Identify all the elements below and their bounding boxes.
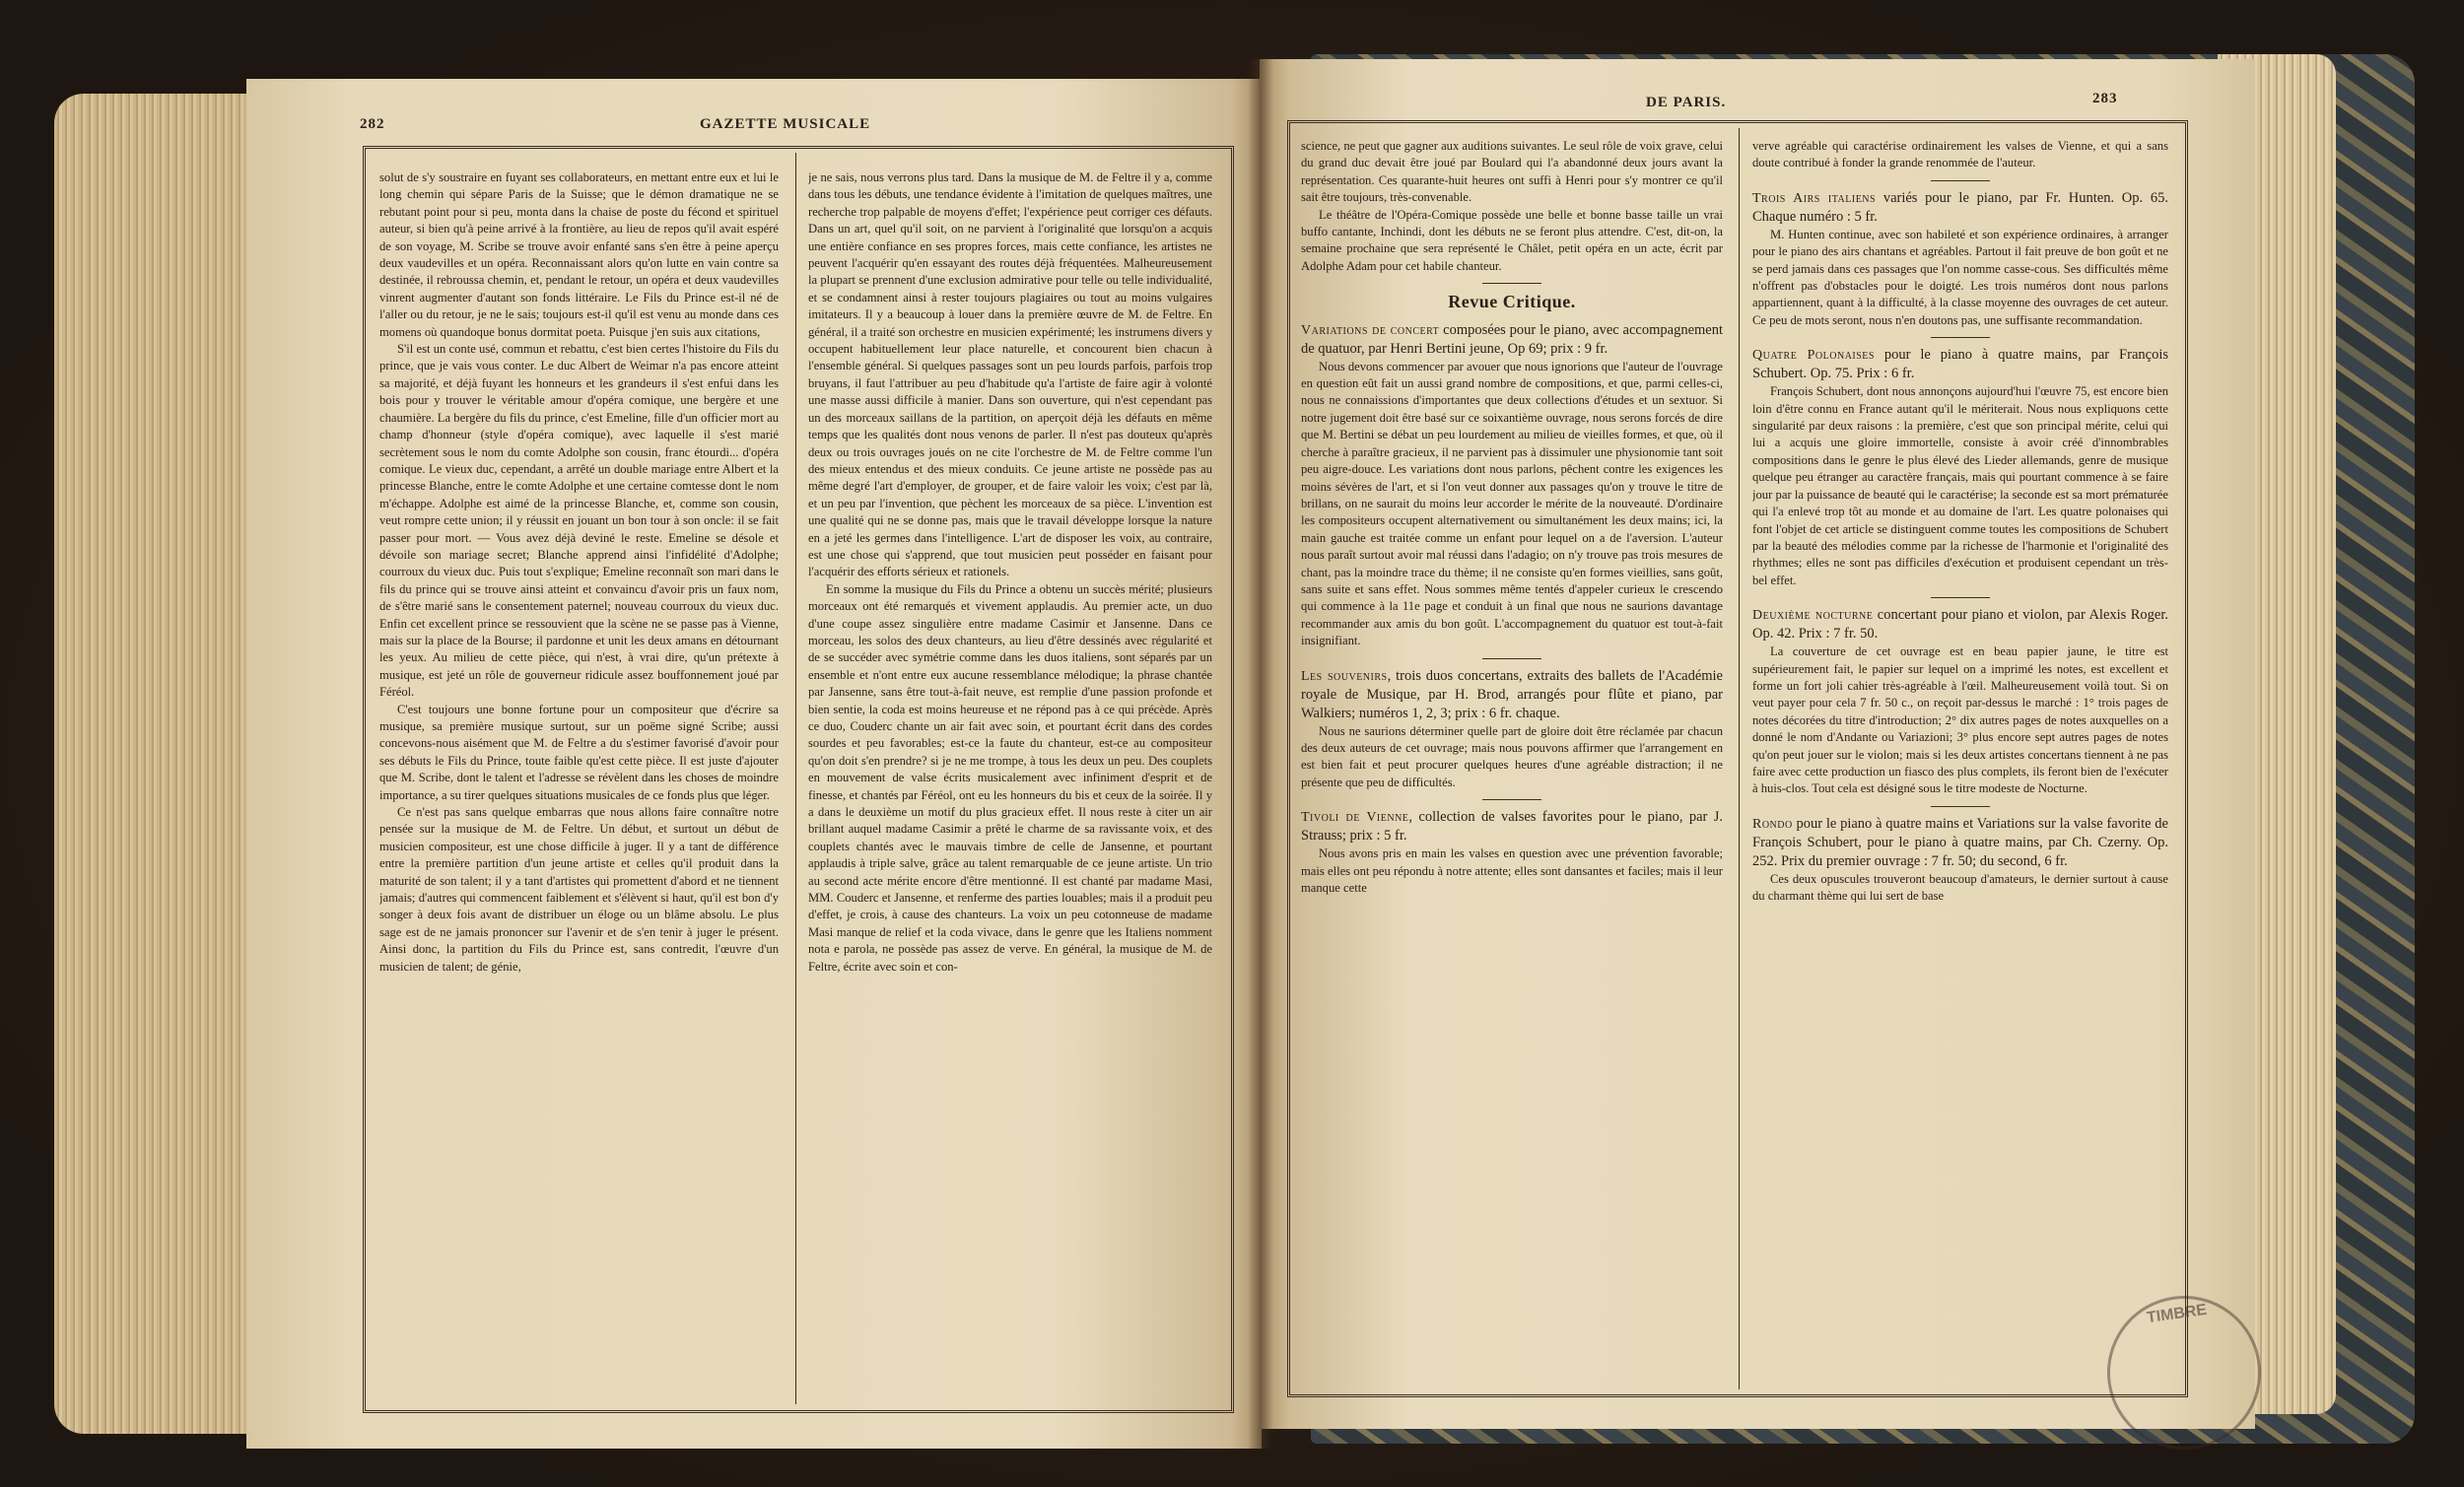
paragraph: Le théâtre de l'Opéra-Comique possède une belle et bonne basse taille un vrai buffo cantante, Inchindi, dont les débuts ne se feront plus attendre. C'est, dit-on, la semaine prochaine que sera représenté le Châlet, petit opéra en un acte, écrit par Adolphe Adam pour cet habile chanteur. — [1301, 207, 1723, 273]
entry-body: Nous devons commencer par avouer que nous ignorions que l'auteur de l'ouvrage en question eût fait un aussi grand nombre de compositions, et que, parmi celles-ci, nous ne connaissions d'importantes que deux collections d'études et un sextuor. Si notre jugement doit être basé sur ce soixantième ouvrage, nous serons forcés de dire que M. Bertini se débat un peu lourdement au milieu de vieilles formes, et que, où il cherche à paraître gracieux, il ne parvient pas à dissimuler une physionomie tant soit peu aigre-douce. Les variations dont nous parlons, pêchent contre les exigences les moins sévères de l'art, et si l'on veut donner aux passages qu'on y trouve le titre de brillans, on ne saurait du moins leur accorder le mérite de la nouveauté. D'ordinaire les compositeurs occupent alternativement ou simultanément les deux mains; ici, la main gauche est traitée comme un enfant pour lequel on a de l'aversion. L'auteur nous paraît surtout avoir mal réussi dans l'adagio; on n'y trouve pas trois mesures de chant, pas la moindre trace du thème; il ne consiste qu'en formes vieillies, sans goût, sans suite et sans effet. Nous sommes même tentés d'appeler curieux le crescendo qui commence à la 11e page et conduit à un final que nous ne saurions davantage recommander aux amis du bon goût. L'accompagnement du quatuor est tout-à-fait insignifiant. — [1301, 359, 1723, 648]
entry-title-caps: Deuxième nocturne — [1752, 608, 1874, 624]
separator — [1482, 799, 1541, 800]
entry-title-rest: composées pour le piano, avec accompagnement de quatuor, par Henri Bertini jeune, Op 69; prix : 9 fr. — [1301, 321, 1723, 357]
paragraph: verve agréable qui caractérise ordinairement les valses de Vienne, et qui a sans doute contribué à fonder la grande renommée de l'auteur. — [1752, 139, 2168, 170]
separator — [1931, 806, 1990, 807]
separator — [1482, 658, 1541, 659]
entry-title — [1752, 606, 2168, 643]
entry-title — [1752, 189, 2168, 227]
entry-title-rest: concertant pour piano et violon, par Alexis Roger. Op. 42. Prix : 7 fr. 50. — [1752, 607, 2168, 642]
paragraph: je ne sais, nous verrons plus tard. Dans la musique de M. de Feltre il y a, comme dans tous les débuts, une tendance évidente à l'imitation de quelques maîtres, une recherche trop palpable de moyens d'effet; l'expérience peut corriger ces défauts. Dans un art, quel qu'il soit, on ne parvient à l'originalité que lorsqu'on a acquis une entière confiance en ses propres forces, mais cette confiance, les artistes ne peuvent l'acquérir qu'en essayant des routes déjà fréquentées. Malheureusement la plupart se prennent d'une exclusion admirative pour telle ou telle individualité, et se condamnent ainsi à rester toujours plagiaires ou tout au moins vulgaires imitateurs. Il y a beaucoup à louer dans la première œuvre de M. de Feltre. En général, il a traité son orchestre en musicien expérimenté; les instrumens divers y occupent habituellement leur place naturelle, et concourent bien chacun à l'ensemble général. Si quelques passages sont un peu lourds parfois, parfois trop bruyans, il faut l'attribuer au peu d'habitude qu'a l'artiste de faire agir à volonté une masse aussi difficile à manier. Dans son ouverture, qui n'est cependant pas un des morceaux saillans de la partition, on aperçoit déjà les défauts en même temps que les qualités dont nous venons de parler. Il n'est pas douteux qu'après deux ou trois ouvrages joués on ne cite l'orchestre de M. de Feltre comme l'un des mieux entendus et des mieux conduits. Ce jeune artiste ne possède pas au même degré l'art d'employer, de grouper, et de faire valoir les voix; c'est par là, et un peu par l'invention, que pèchent les morceaux de sa pièce. L'invention est une qualité qui ne se donne pas, mais que le travail développe lorsque la nature en a jeté les germes dans l'intelligence. L'art de disposer les voix, au contraire, est une chose qui s'apprend, que tout musicien peut posséder en faisant pour l'acquérir des efforts sérieux et rationels. — [808, 170, 1212, 579]
entry-title-rest: pour le piano à quatre mains et Variations sur la valse favorite de François Schubert, pour le piano à quatre mains, par Ch. Czerny. Op. 252. Prix du premier ouvrage : 7 fr. 50; du second, 6 fr. — [1752, 815, 2168, 869]
left-page — [246, 79, 1262, 1449]
separator — [1931, 597, 1990, 598]
right-column-rule — [1739, 128, 1740, 1389]
left-column-rule — [795, 153, 796, 1404]
entry-title — [1752, 346, 2168, 383]
entry-body: Nous avons pris en main les valses en question avec une prévention favorable; mais elles ont peu répondu à notre attente; elles sont dansantes et faciles; mais il leur manque cette — [1301, 846, 1723, 895]
entry-title — [1301, 667, 1723, 723]
paragraph: C'est toujours une bonne fortune pour un compositeur que d'écrire sa musique, sa première musique surtout, sur un poëme signé Scribe; aussi concevons-nous aisément que M. de Feltre a du s'estimer favorisé d'avoir pour ses débuts le Fils du Prince, toute faible qu'est cette pièce. Il est juste d'ajouter que M. Scribe, dont le talent et l'adresse se révèlent dans les choses de moindre importance, a su tirer quelques situations musicales de ce fonds plus que léger. — [379, 702, 779, 802]
entry-title-caps: Les souvenirs — [1301, 668, 1388, 684]
entry-title — [1752, 815, 2168, 871]
paragraph: En somme la musique du Fils du Prince a obtenu un succès mérité; plusieurs morceaux ont été remarqués et vivement applaudis. Au premier acte, un duo d'une coupe assez singulière entre madame Casimir et Jansenne. Dans ce morceau, les solos des deux chanteurs, au lieu d'être dessinés avec régularité et de se succéder avec symétrie comme dans les duos italiens, sont séparés par un ensemble et n'ont entre eux aucune ressemblance mélodique; la phrase chantée par Jansenne, sans être tout-à-fait neuve, est remplie d'une passion profonde et bien sentie, la coda est moins heureuse et ne répond pas à ce qui précède. Après ce duo, Couderc chante un air fait avec soin, et pourtant écrit dans des cordes sourdes et peu favorables; est-ce la faute du chanteur, est-ce au compositeur qu'on doit s'en prendre? si je ne me trompe, à tous les deux un peu. Des couplets en mouvement de valse écrits musicalement avec infiniment d'esprit et de finesse, et chantés par Féréol, ont eu les honneurs du bis et ceux de la soirée. Il y a dans le deuxième un motif du plus gracieux effet. Il nous reste à citer un air brillant auquel madame Casimir a prêté le charme de sa ravissante voix, et des couplets chantés avec le mauvais timbre de celle de Jansenne, et pourtant applaudis à triple salve, grâce au talent remarquable de ce jeune artiste. Un trio au second acte mérite encore d'être mentionné. Il est chanté par madame Masi, MM. Couderc et Jansenne, et renferme des parties louables; mais il a produit peu d'effet, je crois, à cause des chanteurs. La voix un peu cotonneuse de madame Masi manque de relief et la coda vivace, dans le genre que les Italiens nomment nota e parola, ne possède pas assez de verve. En général, la musique de M. de Feltre, écrite avec soin et con- — [808, 581, 1212, 974]
entry-title-rest: , collection de valses favorites pour le piano, par J. Strauss; prix : 5 fr. — [1301, 809, 1723, 845]
entry-title-caps: Quatre Polonaises — [1752, 348, 1875, 364]
entry-body: François Schubert, dont nous annonçons aujourd'hui l'œuvre 75, est encore bien loin d'être connu en France autant qu'il le mériterait. Nous nous expliquons cette singularité par deux raisons : la première, c'est que son principal mérite, celui qui lui a acquis une gloire immortelle, consiste à avoir créé d'innombrables compositions dans le genre le plus élevé des Lieder allemands, genre de musique quelque peu étranger au caractère français, mais qui pourtant commence à se faire jour par la puissance de beauté qui le caractérise; la seconde est sa mort prématurée qui l'a enlevé trop tôt au monde et au domaine de l'art. Les quatre polonaises qui font l'objet de cet article se distinguent comme toutes les compositions de Schubert par la beauté des mélodies comme par la richesse de l'harmonie et l'originalité des rhythmes; elles ne sont pas difficiles d'exécution et produisent cependant un très-bel effet. — [1752, 384, 2168, 587]
running-head-right: DE PARIS. — [1646, 95, 1727, 110]
entry-title-caps: Tivoli de Vienne — [1301, 810, 1409, 826]
entry-title-caps: Variations de concert — [1301, 322, 1440, 338]
entry-title-caps: Trois Airs italiens — [1752, 190, 1877, 206]
entry-body: Ces deux opuscules trouveront beaucoup d'amateurs, le dernier surtout à cause du charmant thème qui lui sert de base — [1752, 871, 2168, 904]
entry-body: La couverture de cet ouvrage est en beau papier jaune, le titre est supérieurement fait, le papier sur lequel on a imprimé les notes, est excellent et forme un fort joli cahier très-agréable à l'œil. Malheureusement voilà tout. Si on veut payer pour cela 7 fr. 50 c., on reçoit par-dessus le marché : 1° trois pages de notes décorées du titre d'introduction; 2° dix autres pages de notes auxquelles on a donné le nom d'Andante ou Variazioni; 3° plus encore sept autres pages de notes qu'on peut jouer sur le violon; mais si les deux artistes concertans tiennent à ne pas faire avec cette production un fiasco des plus complets, ils feront bien de l'exécuter à huis-clos. Tout cela est désigné sous le titre modeste de Nocturne. — [1752, 644, 2168, 796]
right-page — [1260, 59, 2255, 1429]
right-col-2 — [1752, 138, 2168, 1385]
entry-title — [1301, 808, 1723, 845]
left-col-1 — [379, 169, 779, 1401]
paragraph: Ce n'est pas sans quelque embarras que nous allons faire connaître notre pensée sur la musique de M. de Feltre. Un début, et surtout un début de musicien compositeur, est une chose difficile à juger. Il y a tant de différence entre la première partition d'un jeune artiste et celles qu'il produit dans la maturité de son talent; il y a tant d'artistes qui promettent d'abord et ne tiennent jamais; d'autres qui commencent faiblement et s'élèvent si haut, qu'il est bon d'y songer à deux fois avant de distribuer un éloge ou un blâme absolu. Le plus sage est de ne jamais prononcer sur l'avenir et de s'en tenir à juger le présent. Ainsi donc, la partition du Fils du Prince est, sans contredit, l'œuvre d'un musicien de talent; de génie, — [379, 805, 779, 974]
left-col-2 — [808, 169, 1212, 1401]
right-col-1 — [1301, 138, 1723, 1385]
entry-title-rest: , trois duos concertans, extraits des ballets de l'Académie royale de Musique, par H. Brod, arrangés pour flûte et piano, par Walkiers; numéros 1, 2, 3; prix : 6 fr. chaque. — [1301, 667, 1723, 721]
entry-title — [1301, 321, 1723, 359]
paragraph: solut de s'y soustraire en fuyant ses collaborateurs, en mettant entre eux et lui le long chemin qui sépare Paris de la Suisse; que le démon dramatique ne se rebutant point pour si peu, monta dans la chaise de poste du fécond et spirituel auteur, si bien qu'à peine arrivé à la frontière, au lieu de repos qu'il avait espéré de son voyage, M. Scribe se trouve avoir enfanté sans s'en être à peine aperçu deux vaudevilles et un opéra. Reconnaissant alors qu'on lutte en vain contre sa destinée, il rebroussa chemin, et, pendant le retour, un opéra et deux vaudevilles vinrent augmenter d'autant son fonds littéraire. Le Fils du Prince est-il né de l'aller ou du retour, je ne le sais; toujours est-il qu'il est venu au monde dans ces momens où quandoque bonus dormitat poeta. Puisque j'en suis aux citations, — [379, 170, 779, 339]
paragraph: science, ne peut que gagner aux auditions suivantes. Le seul rôle de voix grave, celui du grand duc devait être joué par Boulard qui l'a abandonné deux jours avant la représentation. Ces quarante-huit heures ont suffi à Henri pour s'y montrer ce qu'il sait être toujours, très-convenable. — [1301, 139, 1723, 205]
entry-body: Nous ne saurions déterminer quelle part de gloire doit être réclamée par chacun des deux auteurs de cet ouvrage; mais nous pouvons affirmer que l'arrangement en est bien fait et peut procurer quelques heures d'une agréable distraction; il ne présente que peu de difficultés. — [1301, 723, 1723, 789]
page-number-left: 282 — [360, 116, 385, 132]
entry-title-caps: Rondo — [1752, 816, 1793, 832]
running-head-left: GAZETTE MUSICALE — [700, 116, 871, 132]
entry-title-rest: variés pour le piano, par Fr. Hunten. Op. 65. Chaque numéro : 5 fr. — [1752, 189, 2168, 225]
page-number-right: 283 — [2092, 91, 2118, 106]
paragraph: S'il est un conte usé, commun et rebattu, c'est bien certes l'histoire du Fils du prince, que je vais vous conter. Le duc Albert de Weimar n'a pas encore atteint sa majorité, et déjà fuyant les honneurs et les grandeurs il s'est enfui dans les bois pour y trouver le véritable amour d'opéra comique, une bergère et une chaumière. La bergère du fils du prince, c'est Emeline, fille d'un officier mort au champ d'honneur (style d'opéra comique), avec laquelle il s'est marié secrètement sous le nom du comte Adolphe son cousin, franc étourdi... d'opéra comique. Le vieux duc, cependant, a arrêté un double mariage entre Albert et la princesse Blanche, entre le comte Adolphe et une certaine comtesse dont le nom m'échappe. Adolphe est aimé de la princesse Blanche, et, comme son cousin, veut rompre cette union; il y réussit en jouant un bon tour à son oncle: il se fait passer pour mort. — Vous avez déjà deviné le reste. Emeline se désole et dévoile son mariage secret; Blanche apprend ainsi l'infidélité d'Adolphe; courroux du vieux duc. Puis tout s'explique; Emeline reconnaît son mari dans le fils du prince qui se trouve ainsi atteint et convaincu d'avoir pris un faux nom, de s'être marié sans le consentement paternel; nouveau courroux du vieux duc. Enfin cet excellent prince se ressouvient que la scène ne se passe pas à Vienne, mais sur la place de la Bourse; il pardonne et unit les deux amans en détournant les yeux. Au milieu de cette pièce, qui n'est, à vrai dire, qu'un prétexte à musique, est jeté un rôle de gouverneur ridicule assez bouffonnement joué par Féréol. — [379, 342, 779, 700]
separator — [1931, 180, 1990, 181]
entry-body: M. Hunten continue, avec son habileté et son expérience ordinaires, à arranger pour le piano des airs chantans et agréables. Partout il fait preuve de bon goût et ne se perd jamais dans ces passages que l'on nomme casse-cous. Ses difficultés même n'offrent pas d'obstacles pour le doigté. Les trois numéros dont nous parlons appartiennent, quant à la difficulté, à la classe moyenne des ouvrages de cet auteur. Ce peu de mots seront, nous n'en doutons pas, une suffisante recommandation. — [1752, 227, 2168, 327]
entry-title-rest: pour le piano à quatre mains, par François Schubert. Op. 75. Prix : 6 fr. — [1752, 347, 2168, 382]
stamp-text: TIMBRE — [2146, 1301, 2209, 1327]
book-gutter — [1248, 59, 1273, 1449]
separator — [1482, 283, 1541, 284]
separator — [1931, 337, 1990, 338]
section-heading: Revue Critique. — [1448, 292, 1576, 312]
